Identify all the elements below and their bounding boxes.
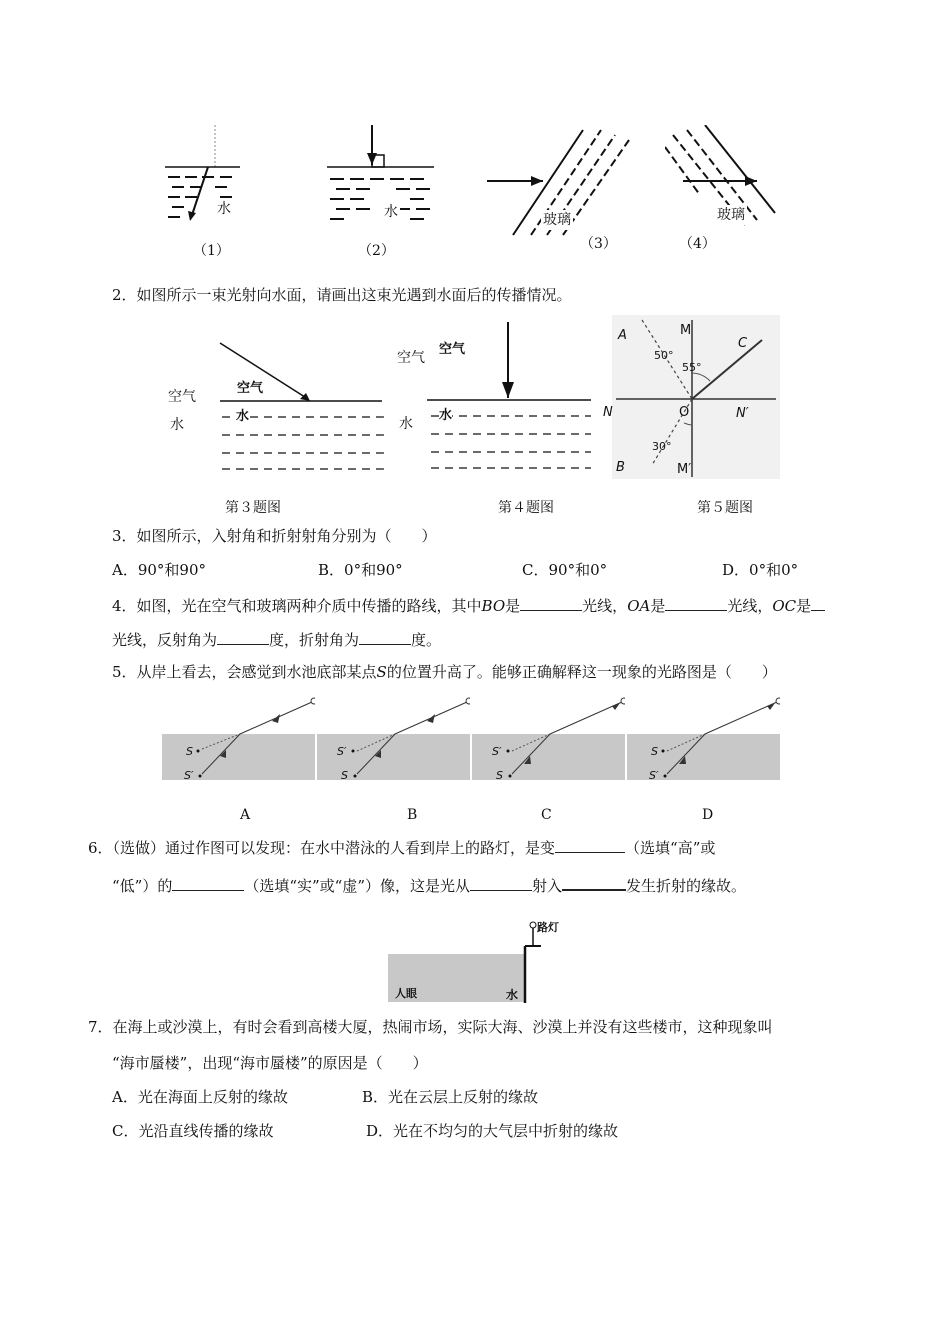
q5-text-a: 5．从岸上看去，会感觉到水池底部某点 xyxy=(112,663,377,681)
q6-text-a: 6．（选做）通过作图可以发现：在水中潜泳的人看到岸上的路灯，是变 xyxy=(88,839,556,857)
q4-text-a: 4．如图，光在空气和玻璃两种介质中传播的路线，其中 xyxy=(112,597,482,615)
question-4-line-1 xyxy=(112,596,825,616)
figure-q5-drawing xyxy=(612,315,782,480)
q4-text-h: 度，折射角为 xyxy=(269,631,360,649)
q4-blank-4[interactable] xyxy=(217,630,269,645)
figure-q5 xyxy=(603,315,782,480)
q4-blank-2[interactable] xyxy=(665,596,727,611)
q4-text-g: 光线，反射角为 xyxy=(112,631,218,649)
figure-q5-caption: 第５题图 xyxy=(697,500,753,516)
q6-figure xyxy=(385,918,565,1004)
q5-panel-c-lower-point: S xyxy=(496,769,503,782)
figure-q3-air-bold: 空气 xyxy=(237,381,264,396)
figure-1-medium: 水 xyxy=(217,201,231,217)
question-6-line-2 xyxy=(112,875,746,896)
question-3: 3．如图所示，入射角和折射射角分别为（ ） xyxy=(112,527,437,545)
figure-q4-water-label: 水 xyxy=(399,416,413,432)
figure-2-medium: 水 xyxy=(384,204,398,220)
figure-q4-air-label: 空气 xyxy=(397,350,425,366)
q3-option-a[interactable]: A．90°和90° xyxy=(112,561,207,579)
q6-blank-3[interactable] xyxy=(470,876,532,891)
q5-label-b: B xyxy=(407,807,418,823)
q4-text-c: 光线， xyxy=(582,597,628,615)
figure-q5-label-o: O xyxy=(679,405,690,420)
top-figure-4 xyxy=(665,125,780,265)
q5-panel-b-drawing xyxy=(317,696,470,786)
figure-q5-label-n-prime: N′ xyxy=(736,406,749,421)
q5-label-c: C xyxy=(541,807,552,823)
figure-q3-drawing xyxy=(160,335,390,485)
figure-4-label: （4） xyxy=(679,236,716,252)
q6-eye-label: 人眼 xyxy=(395,987,417,1000)
figure-q5-label-n: N xyxy=(603,405,613,420)
q4-text-b: 是 xyxy=(505,597,521,615)
q5-panel-c[interactable] xyxy=(472,696,625,786)
figure-q5-label-c: C xyxy=(738,336,748,351)
q4-oa: OA xyxy=(627,597,651,615)
q4-oc: OC xyxy=(772,597,797,615)
figure-q5-angle-50: 50° xyxy=(654,349,674,362)
question-6-line-1 xyxy=(88,838,715,858)
figure-q3-water-label: 水 xyxy=(170,417,184,433)
question-5 xyxy=(112,662,777,682)
q4-text-f: 是 xyxy=(796,597,812,615)
q6-text-b: （选填“高”或 xyxy=(625,839,716,857)
figure-q3-water-bold: 水 xyxy=(236,407,249,427)
q3-option-d[interactable]: D．0°和0° xyxy=(722,561,799,579)
q5-label-a: A xyxy=(240,807,251,823)
q5-panel-a[interactable] xyxy=(162,696,315,786)
q7-option-d[interactable]: D．光在不均匀的大气层中折射的缘故 xyxy=(366,1122,619,1140)
figure-q4-drawing xyxy=(395,318,595,483)
figure-q4 xyxy=(395,318,595,483)
figure-q4-water-bold: 水 xyxy=(439,406,452,426)
q5-panel-b-upper-point: S′ xyxy=(337,745,347,758)
figure-q3-caption: 第３题图 xyxy=(225,500,281,516)
figure-q5-label-b: B xyxy=(616,460,625,475)
q5-panel-b-lower-point: S xyxy=(341,769,348,782)
q6-blank-4[interactable] xyxy=(562,875,626,891)
figure-q5-label-m-prime: M′ xyxy=(677,462,692,477)
q5-panel-c-drawing xyxy=(472,696,625,786)
q5-panel-b[interactable] xyxy=(317,696,470,786)
q6-lamp-label: 路灯 xyxy=(537,921,559,934)
q5-panel-d[interactable] xyxy=(627,696,780,786)
q7-option-a[interactable]: A．光在海面上反射的缘故 xyxy=(112,1088,288,1106)
figure-q4-air-bold: 空气 xyxy=(439,342,466,357)
figure-q3 xyxy=(160,335,390,485)
q6-text-f: 发生折射的缘故。 xyxy=(626,877,747,895)
question-2: 2．如图所示一束光射向水面，请画出这束光遇到水面后的传播情况。 xyxy=(112,286,572,304)
q5-panel-c-upper-point: S′ xyxy=(492,745,502,758)
q5-panel-d-upper-point: S xyxy=(651,745,658,758)
q5-label-d: D xyxy=(702,807,714,823)
q4-blank-3[interactable] xyxy=(811,596,825,611)
q4-text-i: 度。 xyxy=(411,631,442,649)
q3-option-c[interactable]: C．90°和0° xyxy=(522,561,608,579)
figure-q3-air-label: 空气 xyxy=(168,389,196,405)
question-7-line-1: 7．在海上或沙漠上，有时会看到高楼大厦，热闹市场，实际大海、沙漠上并没有这些楼市，这种现象叫 xyxy=(88,1018,773,1036)
q5-panel-a-upper-point: S xyxy=(186,745,193,758)
top-figure-1 xyxy=(160,125,250,265)
q6-text-e: 射入 xyxy=(532,877,563,895)
q5-panel-a-lower-point: S′ xyxy=(184,769,194,782)
q7-option-c[interactable]: C．光沿直线传播的缘故 xyxy=(112,1122,274,1140)
q4-text-e: 光线， xyxy=(727,597,773,615)
q6-blank-2[interactable] xyxy=(172,876,244,891)
q6-text-c: “低”）的 xyxy=(112,877,173,895)
q4-text-d: 是 xyxy=(650,597,666,615)
figure-3-medium: 玻璃 xyxy=(543,212,571,228)
q5-panel-d-lower-point: S′ xyxy=(649,769,659,782)
figure-q5-label-m: M xyxy=(680,323,692,338)
q5-text-b: 的位置升高了。能够正确解释这一现象的光路图是（ ） xyxy=(386,663,777,681)
q4-bo: BO xyxy=(481,597,506,615)
figure-q4-caption: 第４题图 xyxy=(498,500,554,516)
q4-blank-1[interactable] xyxy=(520,596,582,611)
q4-blank-5[interactable] xyxy=(359,630,411,645)
q7-option-b[interactable]: B．光在云层上反射的缘故 xyxy=(362,1088,539,1106)
q6-blank-1[interactable] xyxy=(555,838,625,853)
figure-1-label: （1） xyxy=(193,243,230,259)
top-figure-3 xyxy=(483,125,633,265)
figure-q5-angle-55: 55° xyxy=(682,361,702,374)
figure-3-label: （3） xyxy=(580,236,617,252)
figure-q5-label-a: A xyxy=(618,328,627,343)
q6-water-label: 水 xyxy=(506,988,519,1002)
figure-q5-angle-30: 30° xyxy=(652,440,672,453)
figure-2-label: （2） xyxy=(358,243,395,259)
top-figure-2 xyxy=(322,125,437,265)
q5-s: S xyxy=(376,663,387,681)
q3-option-b[interactable]: B．0°和90° xyxy=(318,561,403,579)
figure-4-medium: 玻璃 xyxy=(717,207,745,223)
question-7-line-2: “海市蜃楼”，出现“海市蜃楼”的原因是（ ） xyxy=(112,1054,428,1072)
question-4-line-2 xyxy=(112,630,441,650)
q6-text-d: （选填“实”或“虚”）像，这是光从 xyxy=(244,877,471,895)
